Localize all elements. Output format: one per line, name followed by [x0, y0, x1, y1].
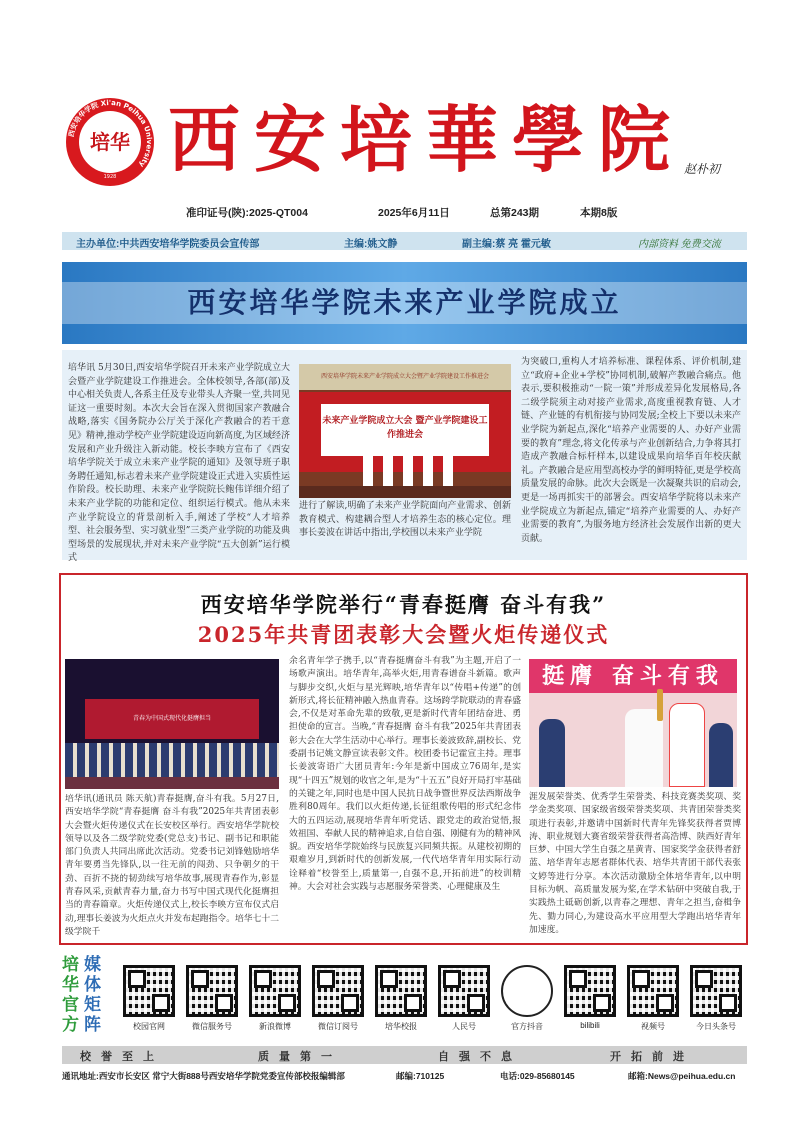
- qr-label: bilibili: [580, 1021, 600, 1030]
- qr-label: 培华校报: [385, 1022, 417, 1031]
- article2-photo-ceremony: [65, 659, 279, 789]
- article1-column2: 进行了解读,明确了未来产业学院面向产业需求、创新教育模式、构建耦合型人才培养生态的核心定位。理事长姜波在讲话中指出,学校围以未来产业学院: [299, 501, 511, 539]
- qr-label: 新浪微博: [259, 1022, 291, 1031]
- issue-date: 2025年6月11日: [378, 207, 450, 219]
- issue-pages: 本期8版: [580, 207, 618, 219]
- qr-label: 官方抖音: [511, 1022, 543, 1031]
- svg-text:西安培华学院 Xi'an Peihua University: [66, 99, 153, 169]
- logo-year: 1928: [103, 174, 117, 180]
- photo-screen-text: 未来产业学院成立大会 暨产业学院建设工作推进会: [321, 404, 489, 456]
- motto-item: 自强不息: [438, 1050, 522, 1063]
- qr-code-icon[interactable]: [564, 965, 616, 1017]
- university-logo: [66, 98, 154, 186]
- motto-bar: [62, 1046, 747, 1064]
- media-label-col1: 培华官方: [62, 955, 79, 1035]
- calligraphy-signature: 赵朴初: [684, 162, 721, 176]
- qr-code-icon[interactable]: [501, 965, 553, 1017]
- motto-item: 校誉至上: [80, 1050, 164, 1063]
- address: 通讯地址:西安市长安区 常宁大街888号西安培华学院党委宣传部校报编辑部: [62, 1071, 345, 1081]
- article1-body: [62, 350, 747, 564]
- media-matrix: [62, 953, 747, 1043]
- email[interactable]: 邮箱:News@peihua.edu.cn: [628, 1071, 736, 1081]
- internal-note: 内部资料 免费交流: [638, 239, 721, 250]
- article1-title: 西安培华学院未来产业学院成立: [62, 282, 747, 324]
- logo-ring-text: 西安培华学院 Xi'an Peihua University: [67, 98, 154, 169]
- editors-bar: [62, 232, 747, 250]
- article2-title-line2: 2025年共青团表彰大会暨火炬传递仪式: [197, 622, 610, 647]
- photo-person: [383, 452, 393, 490]
- torch-banner-text: 挺膺 奋斗有我: [529, 659, 737, 693]
- photo-person: [403, 452, 413, 490]
- qr-code-icon[interactable]: [438, 965, 490, 1017]
- photo-person: [363, 452, 373, 490]
- motto-item: 开拓前进: [610, 1050, 694, 1063]
- media-matrix-label: [62, 955, 108, 1037]
- qr-code-icon[interactable]: [249, 965, 301, 1017]
- deputy-editor: 副主编:蔡 亮 霍元敏: [462, 239, 551, 250]
- article1-banner: [62, 262, 747, 344]
- torch-icon: [657, 689, 663, 721]
- media-label-col2: 媒体矩阵: [84, 955, 101, 1035]
- qr-label: 微信服务号: [192, 1022, 232, 1031]
- article2-column1: 培华讯(通讯员 陈天航)青春挺膺,奋斗有我。5月27日,西安培华学院“青春挺膺 奋斗有我”2025年共青团表彰大会暨火炬传递仪式在长安校区举行。西安培华学院校领导以及各二级学院党委(党总支)书记、副书记和职能部门负责人共同出席此次活动。党委书记刘锋勉励培华青年要勇当先锋队,以一往无前的闯劲、只争朝夕的干劲、百折不挠的韧劲续写培华故事,展现青春作为,彰显青春风采,贡献青春力量,奋力书写中国式现代化挺膺担当的青春篇章。火炬传递仪式上,校长李映方宣布仪式启动,理事长姜波为火炬点火并发布起跑指令。培华七十二级学院千: [65, 794, 279, 937]
- article1-column1: 培华讯 5月30日,西安培华学院召开未来产业学院成立大会暨产业学院建设工作推进会。全体校领导,各部(部)及中心相关负责人,各系主任及专业带头人齐聚一堂,共同见证这一重要时刻。本次大会旨在深入贯彻国家产教融合战略,落实《国务院办公厅关于深化产教融合的若干意见》精神,推动学校产业学院建设迈向新高度,为区域经济发展和产业升级注入新动能。校长李映方宣布了《西安培华学院关于成立未来产业学院的通知》及领导班子职务聘任通知,标志着未来产业学院建设正式进入实质性运作阶段。校长助理、未来产业学院院长鲍伟详细介绍了未来产业学院的功能和定位、组织运行模式。他从未来产业学院设立的背景剖析入手,阐述了学校“人才培养型、社会服务型、实习就业型”三类产业学院的功能及典型场景的发展现状,并对未来产业学院“五大创新”运行模式: [68, 363, 290, 564]
- issue-total: 总第243期: [490, 207, 540, 219]
- phone: 电话:029-85680145: [500, 1071, 575, 1081]
- qr-label: 今日头条号: [696, 1022, 736, 1031]
- permit-number: 准印证号(陕):2025-QT004: [186, 207, 308, 219]
- photo-top-strip-text: 西安培华学院未来产业学院成立大会暨产业学院建设工作推进会: [320, 373, 489, 380]
- qr-code-icon[interactable]: [312, 965, 364, 1017]
- photo-person: [443, 452, 453, 490]
- article1-column3: 为突破口,重构人才培养标准、课程体系、评价机制,建立“政府+企业+学校”协同机制,破解产教融合痛点。他表示,要积极推动“一院一策”并形成差异化发展格局,各二级学院须主动对接产业需求,高度重视教育链、人才链、产业链的有机衔接与协同发展;全校上下要以未来产业学院为新起点,深化“培养产业需要的人、办好产业需要的教育”理念,将文化传承与产业创新结合,力争将其打造成产教融合标杆样本,以建设成果向培华百年校庆献礼。产教融合是应用型高校办学的鲜明特征,更是学校高质量发展的命脉。此次大会既是一次凝聚共识的启动会,更是一场再抓实干的部署会。西安培华学院将以未来产业学院成立为新起点,锚定“培养产业需要的人、办好产业需要的教育”,为服务地方经济社会发展作出新的更大贡献。: [521, 357, 741, 544]
- article2-title-line1: 西安培华学院举行“青春挺膺 奋斗有我”: [200, 592, 607, 617]
- qr-label: 微信订阅号: [318, 1022, 358, 1031]
- photo-person: [423, 452, 433, 490]
- qr-code-icon[interactable]: [123, 965, 175, 1017]
- chief-editor: 主编:姚文静: [344, 239, 398, 250]
- masthead: [0, 0, 809, 200]
- qr-label: 校园官网: [133, 1022, 165, 1031]
- postcode: 邮编:710125: [396, 1071, 445, 1081]
- article2-column2: 余名青年学子携手,以“青春挺膺奋斗有我”为主题,开启了一场歌声演出。培华青年,高举火炬,用青春谱奋斗新篇。歌声与脚步交织,火炬与星光辉映,培华青年以“传唱+传递”的创新形式,将长征精神融入热血青春。这场跨学院联动的青春盛会,不仅是对革命先辈的致敬,更是新时代青年团结奋进、勇担使命的宣言。当晚,“青春挺膺 奋斗有我”2025年共青团表彰大会在大学生活动中心举行。理事长姜波致辞,副校长、党委副书记姚文静宣读表彰文件。校团委书记霍宣主持。理事长姜波寄语广大团员青年:今年是新中国成立76周年,是实现“十四五”规划的收官之年,是为“十五五”良好开局打牢基础的关键之年,同时也是中国人民抗日战争暨世界反法西斯战争胜利80周年。我们以火炬传递,长征组歌传唱的形式纪念伟大的五四运动,展现培华青年听党话、跟党走的政治觉悟,报效祖国、奉献人民的精神追求,自信自强、刚健有为的精神风貌。西安培华学院始终与民族复兴同频共振。从建校初期的艰难岁月,到新时代的创新发展,一代代培华青年用实际行动诠释着“校誉至上,质量第一,自强不息,开拓前进”的校训精神。大会对社会实践与志愿服务荣誉类、心理健康及生: [289, 656, 521, 893]
- qr-label: 人民号: [452, 1022, 476, 1031]
- article2-photo-torch: [529, 659, 737, 787]
- logo-center-text: 培华: [79, 111, 141, 173]
- sponsor: 主办单位:中共西安培华学院委员会宣传部: [76, 239, 260, 250]
- issue-info-line: [0, 205, 809, 221]
- qr-code-icon[interactable]: [186, 965, 238, 1017]
- qr-code-icon[interactable]: [627, 965, 679, 1017]
- qr-code-icon[interactable]: [690, 965, 742, 1017]
- stage-banner-text: 青春为中国式现代化挺膺担当: [85, 699, 259, 739]
- logo-ring: [66, 98, 154, 186]
- newspaper-title: 西安培華學院: [168, 97, 685, 182]
- article2-column3: 涯发展荣誉类、优秀学生荣誉类、科技竞赛类奖项、奖学金类奖项、国家级省级荣誉类奖项、共青团荣誉类奖项进行表彰,并邀请中国新时代青年先锋奖获得者贾博涛、职业规划大赛省级荣誉获得者高浩博、陕西好青年巨梦、中国大学生自强之星黄青、国家奖学金获得者舒蓝、培华青年志愿者群体代表、培华共青团干部代表张文婷等进行分享。本次活动激励全体培华青年,以申明目标为帆、高质量发展为桨,在学术钻研中突破自我,于实践热土砥砺创新,以青春之理想、青年之担当,奋楫争先、勠力同心,为建设高水平应用型大学跑出培华青年加速度。: [529, 792, 741, 935]
- qr-label: 视频号: [641, 1022, 665, 1031]
- qr-code-icon[interactable]: [375, 965, 427, 1017]
- motto-item: 质量第一: [258, 1050, 342, 1063]
- article2-frame: [59, 573, 748, 945]
- article1-photo: [299, 364, 511, 498]
